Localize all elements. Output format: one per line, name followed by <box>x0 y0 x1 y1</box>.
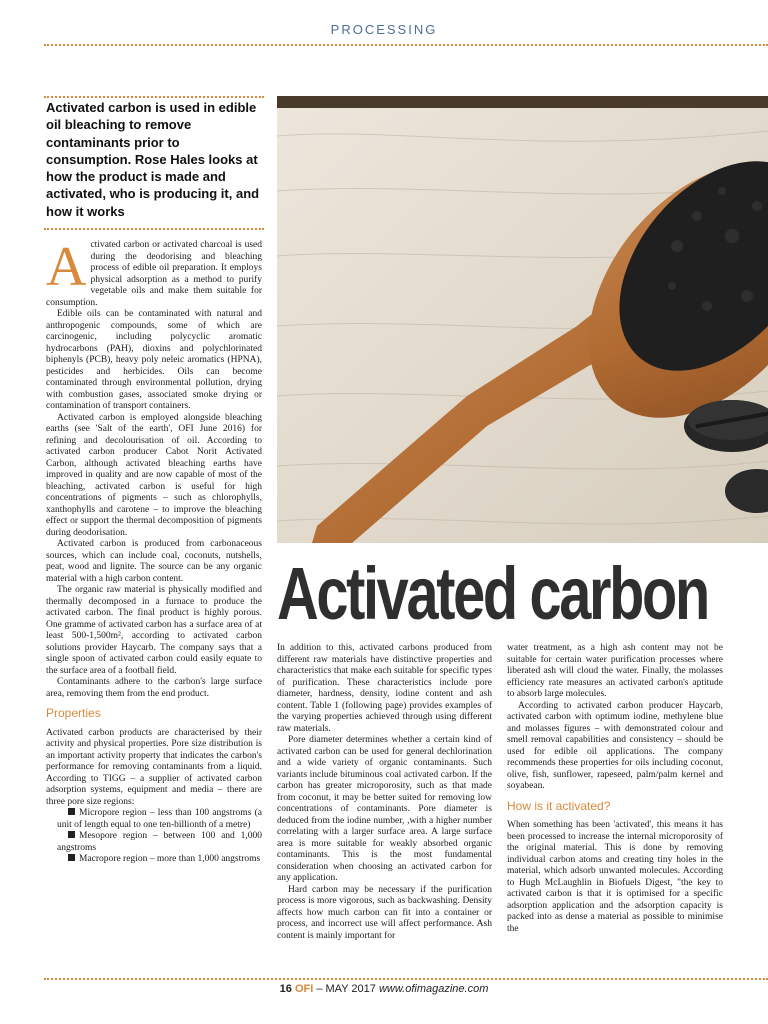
bullet-square-icon <box>68 808 75 815</box>
paragraph: Pore diameter determines whether a certain kind of activated carbon can be used for general dechlorination and a wide variety of organic contaminants. Such variants include bituminous coal activated carbon. If the carbon has greater microporosity, such as that made from coconut, it may be better suited for removing low concentrations of contaminants. Pore diameter is deduced from the iodine number, ,with a higher number correlating with a larger surface area. A large surface area is more suitable for weakly absorbed organic contaminants. This is the most fundamental consideration when choosing an activated carbon for any application. <box>277 735 492 883</box>
bullet-item: Mesopore region – between 100 and 1,000 angstroms <box>57 831 262 853</box>
paragraph: Activated carbon products are characterised by their activity and physical properties. Pore size distribution is an important activity property that indicates the carbon's performance for removing contaminants from a liquid. According to TIGG – a supplier of activated carbon adsorption systems, equipment and media – there are three pore size regions: <box>46 727 262 807</box>
brand-logo: OFI <box>294 983 314 995</box>
drop-cap: A <box>46 236 87 298</box>
intro-text: ctivated carbon or activated charcoal is used during the deodorising and bleaching process of edible oil preparation. It employs physical adsorption as a method to purify vegetable oils and make them suitable for consumption. <box>46 240 262 308</box>
column-3 <box>507 643 723 935</box>
paragraph: In addition to this, activated carbons produced from different raw materials have distinctive properties and characteristics that make each suitable for specific types of purification. These characteristics include pore diameter, hardness, density, iodine content and ash content. Table 1 (following page) provides examples of the varying properties achieved through using different raw materials. <box>277 643 492 734</box>
bullet-item: Macropore region – more than 1,000 angstroms <box>46 854 262 866</box>
intro-paragraph <box>46 236 262 309</box>
paragraph: Edible oils can be contaminated with natural and anthropogenic compounds, some of which are carcinogenic, including polycyclic aromatic hydrocarbons (PAH), dioxins and polychlorinated biphenyls (PCB), heavy poly neleic aromatics (HPNA), pesticides and herbicides. Oils can become contaminated through environmental pollution, drying with combustion gases, associated smoke drying or contamination of transport containers. <box>46 309 262 411</box>
paragraph: Hard carbon may be necessary if the purification process is more vigorous, such as backwashing. Density affects how much carbon can fit into a container or process, and incorrect use will affect performance. Ash content is mainly important for <box>277 884 492 941</box>
paragraph: The organic raw material is physically modified and thermally decomposed in a furnace to produce the activated carbon. The final product is highly porous. One gramme of activated carbon has a surface area of at least 500-1,500m², according to activated carbon solutions provider Haycarb. The company says that a single spoon of activated carbon could easily equate to the surface area of a football field. <box>46 585 262 676</box>
standfirst: Activated carbon is used in edible oil bleaching to remove contaminants prior to consumption. Rose Hales looks at how the product is made and activated, who is producing it, and how it works <box>46 100 260 219</box>
paragraph: water treatment, as a high ash content may not be suitable for certain water purification processes where liberated ash will cloud the water. Finally, the molasses efficiency rate measures an activated carbon's aptitude to absorb large molecules. <box>507 643 723 699</box>
header-rule <box>44 44 768 46</box>
page-number: 16 <box>279 983 292 995</box>
footer-rule <box>44 978 768 980</box>
standfirst-rule <box>44 96 264 98</box>
hero-photo <box>277 96 768 543</box>
bullet-item: Micropore region – less than 100 angstroms (a unit of length equal to one ten-billionth of a metre) <box>57 808 262 830</box>
spoon-carbon-illustration <box>277 96 768 543</box>
standfirst-bottom-rule <box>44 228 264 230</box>
paragraph: Contaminants adhere to the carbon's large surface area, removing them from the end product. <box>46 677 262 699</box>
column-1 <box>46 236 262 866</box>
bullet-square-icon <box>68 854 75 861</box>
column-2 <box>277 643 492 942</box>
paragraph: Activated carbon is employed alongside bleaching earths (see 'Salt of the earth', OFI June 2016) for refining and decolourisation of oil. According to activated carbon producer Cabot Norit Activated Carbon, although activated bleaching earths have improved in quality and are now capable of most of the bleaching, activated carbon is useful for high concentrations of pigments – such as chlorophylls, xanthophylls and carotene – to improve the bleaching effect or support the thermal decomposition of pigments during deodorisation. <box>46 412 262 538</box>
subhead-activation: How is it activated? <box>507 798 611 813</box>
website-link[interactable]: www.ofimagazine.com <box>378 983 489 995</box>
footer <box>0 983 768 995</box>
paragraph: According to activated carbon producer Haycarb, activated carbon with optimum iodine, methylene blue and molasses figures – with demonstrated colour and smell removal capabilities and consistency – should be used for edible oil applications. The company recommends these properties for oils including coconut, olive, fish, sunflower, rapeseed, palm/palm kernel and soyabean. <box>507 700 723 791</box>
issue-date: – MAY 2017 <box>316 983 376 995</box>
subhead-properties: Properties <box>46 706 101 720</box>
section-label: PROCESSING <box>330 22 438 37</box>
bullet-square-icon <box>68 831 75 838</box>
paragraph: When something has been 'activated', this means it has been processed to increase the internal microporosity of the original material. This is done by removing individual carbon atoms and creating tiny holes in the material, which adsorb unwanted molecules. According to Hugh McLaughlin in Biofuels Digest, "the key to activated carbon is that it is optimised for a specific adsorption application and the adsorption capacity is packed into as dense a material as possible to minimise the <box>507 820 723 934</box>
headline: Activated carbon <box>277 552 708 635</box>
paragraph: Activated carbon is produced from carbonaceous sources, which can include coal, coconuts, nutshells, peat, wood and lignite. The source can be any organic material with a high carbon content. <box>46 539 262 584</box>
